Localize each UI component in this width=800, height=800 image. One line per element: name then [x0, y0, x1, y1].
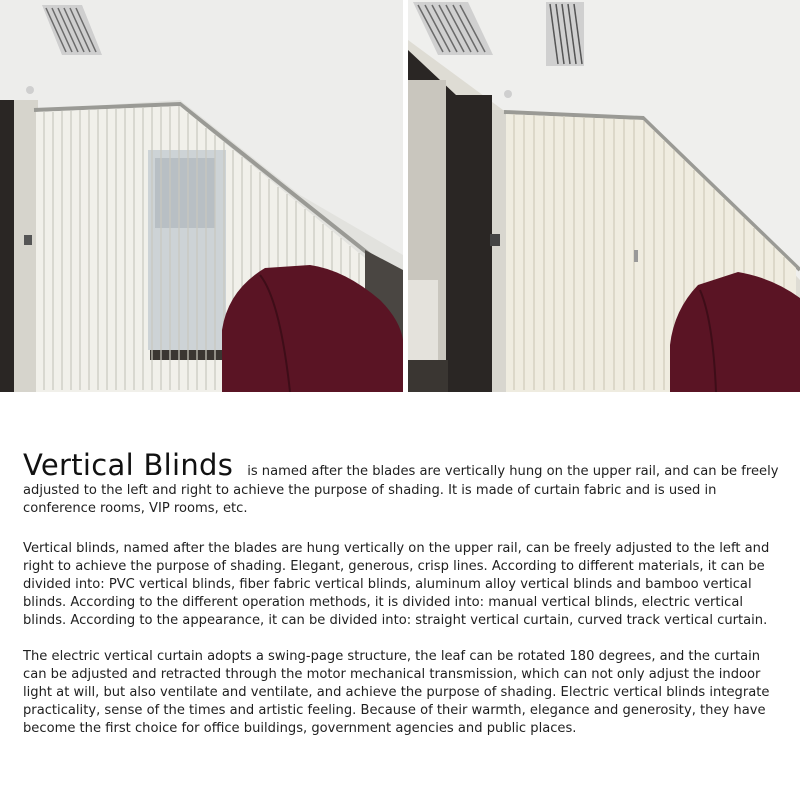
product-photos	[0, 0, 800, 392]
intro-paragraph	[23, 448, 785, 518]
intro-text: is named after the blades are vertically hung on the upper rail, and can be freely adjusted to the left and right to achieve the purpose of shading. It is made of curtain fabric and is used in conference rooms, VIP rooms, etc.	[23, 464, 779, 516]
description-text	[23, 448, 785, 736]
materials-paragraph: Vertical blinds, named after the blades are hung vertically on the upper rail, can be freely adjusted to the left and right to achieve the purpose of shading. Elegant, generous, crisp lines. According to different materials, it can be divided into: PVC vertical blinds, fiber fabric vertical blinds, aluminum alloy vertical blinds and bamboo vertical blinds. According to the different operation methods, it is divided into: manual vertical blinds, electric vertical blinds. According to the appearance, it can be divided into: straight vertical curtain, curved track vertical curtain.	[23, 541, 770, 628]
photo-angled-blinds-left	[0, 0, 403, 392]
photo-angled-blinds-right	[408, 0, 800, 392]
electric-paragraph: The electric vertical curtain adopts a swing-page structure, the leaf can be rotated 180 degrees, and the curtain can be adjusted and retracted through the motor mechanical transmission, which can not only adjust the indoor light at will, but also ventilate and ventilate, and achieve the purpose of shading. Electric vertical blinds integrate practicality, sense of the times and artistic feeling. Because of their warmth, elegance and generosity, they have become the first choice for office buildings, government agencies and public places.	[23, 649, 770, 736]
page-title: Vertical Blinds	[23, 448, 234, 482]
